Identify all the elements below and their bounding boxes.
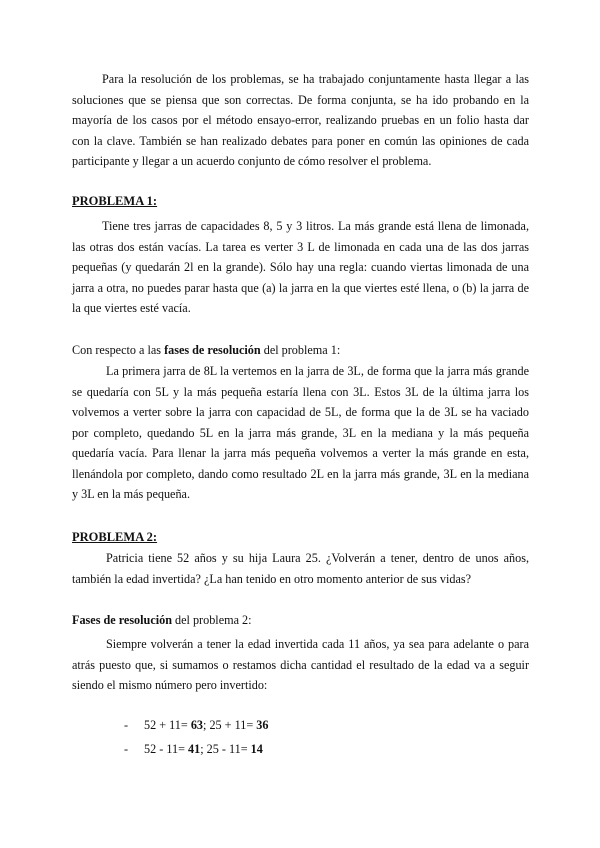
problem-1-heading: PROBLEMA 1:: [72, 194, 158, 208]
list-dash: -: [124, 742, 129, 756]
intro-paragraph: Para la resolución de los problemas, se ha trabajado conjuntamente hasta llegar a las soluciones que se piensa que son correctas. De forma conjunta, se ha ido probando en la mayoría de los casos por el método ensayo-error, realizando pruebas en un folio hasta dar con la clave. También se han realizado debates para poner en común las opiniones de cada participante y llegar a un acuerdo conjunto de cómo resolver el problema.: [72, 72, 529, 168]
problem-2-solution: Siempre volverán a tener la edad invertida cada 11 años, ya sea para adelante o para atrás puesto que, si sumamos o restamos dicha cantidad el resultado de la edad va a seguir siendo el mismo número pero invertido:: [72, 637, 529, 692]
problem-2-phases-label: [72, 610, 252, 630]
list-dash: -: [124, 718, 129, 732]
phases-bold-2: Fases de resolución: [72, 613, 172, 627]
problem-2-heading: PROBLEMA 2:: [72, 530, 158, 544]
problem-1-phases-label: [72, 340, 340, 360]
problem-1-statement: Tiene tres jarras de capacidades 8, 5 y 3 litros. La más grande está llena de limonada, las otras dos están vacías. La tarea es verter 3 L de limonada en cada una de las dos jarras pequeñas (y quedarán 2l en la grande). Sólo hay una regla: cuando viertas limonada de una jarra a otra, no puedes parar hasta que (a) la jarra en la que viertes esté llena, o (b) la jarra de la que viertes esté vacía.: [72, 219, 529, 315]
calc-b-result: 14: [250, 742, 263, 756]
calc-b: 25 + 11=: [209, 718, 257, 732]
phases-prefix: Con respecto a las: [72, 343, 165, 357]
list-item: [124, 737, 268, 761]
list-item: [124, 713, 268, 737]
calc-b-result: 36: [256, 718, 269, 732]
problem-1-solution: La primera jarra de 8L la vertemos en la jarra de 3L, de forma que la jarra más grande se quedaría con 5L y la más pequeña estaría llena con 3L. Estos 3L de la última jarra los volvemos a verter sobre la jarra con capacidad de 5L, de forma que la de 3L se ha vaciado por completo, quedando 5L en la jarra más grande, 3L en la mediana y la más pequeña quedaría vacía. Para llenar la jarra más pequeña volvemos a verter la más grande en esta, llenándola por completo, dando como resultado 2L en la jarra más grande, 3L en la mediana y 3L en la más pequeña.: [72, 364, 529, 501]
problem-2-statement: Patricia tiene 52 años y su hija Laura 25. ¿Volverán a tener, dentro de unos años, también la edad invertida? ¿La han tenido en otro momento anterior de sus vidas?: [72, 551, 529, 586]
calc-a-result: 41: [188, 742, 201, 756]
phases-bold: fases de resolución: [164, 343, 261, 357]
calc-b: 25 - 11=: [206, 742, 251, 756]
calc-a-result: 63: [190, 718, 203, 732]
phases-suffix-2: del problema 2:: [171, 613, 252, 627]
phases-suffix: del problema 1:: [260, 343, 341, 357]
calc-a: 52 - 11=: [144, 742, 188, 756]
calculation-list: [124, 713, 268, 761]
calc-sep: ;: [200, 742, 207, 756]
calc-sep: ;: [203, 718, 210, 732]
calc-a: 52 + 11=: [144, 718, 191, 732]
